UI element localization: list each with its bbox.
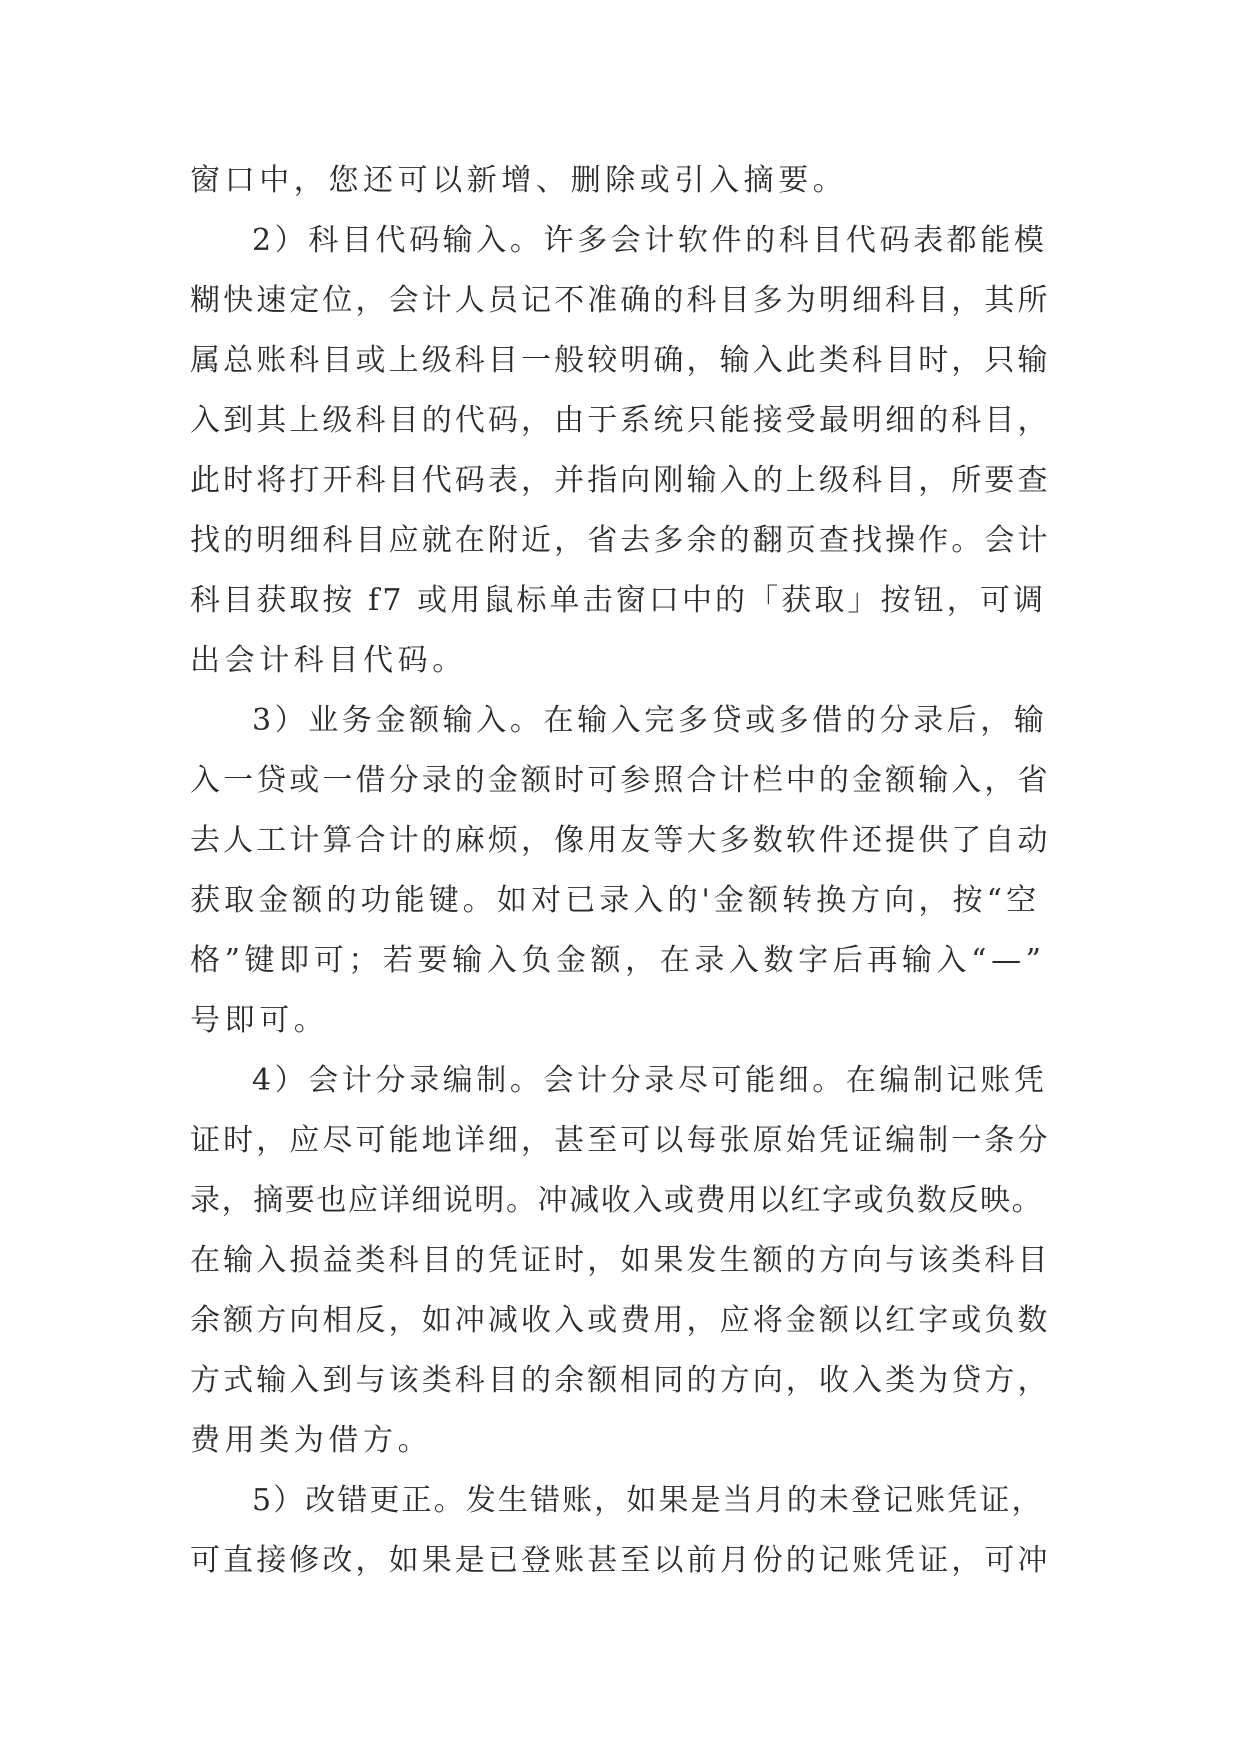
text-line: 糊快速定位，会计人员记不准确的科目多为明细科目，其所 — [190, 283, 1051, 318]
text-line: 科目获取按 f7 或用鼠标单击窗口中的「获取」按钮，可调 — [190, 583, 1047, 618]
text-line: 方式输入到与该类科目的余额相同的方向，收入类为贷方， — [190, 1363, 1051, 1398]
text-line: 去人工计算合计的麻烦，像用友等大多数软件还提供了自动 — [190, 823, 1051, 858]
text-line: 找的明细科目应就在附近，省去多余的翻页查找操作。会计 — [190, 523, 1051, 558]
text-line: 号即可。 — [190, 1003, 329, 1038]
text-line: 获取金额的功能键。如对已录入的'金额转换方向，按“空 — [190, 883, 1041, 918]
text-line: 余额方向相反，如冲减收入或费用，应将金额以红字或负数 — [190, 1303, 1051, 1338]
paragraph-start-line: 4）会计分录编制。会计分录尽可能细。在编制记账凭 — [252, 1063, 1048, 1098]
text-line: 格”键即可；若要输入负金额，在录入数字后再输入“—” — [190, 943, 1046, 978]
paragraph-start-line: 2）科目代码输入。许多会计软件的科目代码表都能模 — [252, 223, 1048, 258]
text-line: 入到其上级科目的代码，由于系统只能接受最明细的科目， — [190, 403, 1051, 438]
text-line: 入一贷或一借分录的金额时可参照合计栏中的金额输入，省 — [190, 763, 1051, 798]
text-line: 费用类为借方。 — [190, 1423, 433, 1458]
text-line: 在输入损益类科目的凭证时，如果发生额的方向与该类科目 — [190, 1243, 1051, 1278]
text-line: 录，摘要也应详细说明。冲减收入或费用以红字或负数反映。 — [190, 1183, 1044, 1218]
document-body — [190, 151, 1050, 1591]
text-line: 证时，应尽可能地详细，甚至可以每张原始凭证编制一条分 — [190, 1123, 1051, 1158]
text-line: 属总账科目或上级科目一般较明确，输入此类科目时，只输 — [190, 343, 1051, 378]
paragraph-start-line: 3）业务金额输入。在输入完多贷或多借的分录后，输 — [252, 703, 1048, 738]
text-line: 出会计科目代码。 — [190, 643, 467, 678]
text-line: 此时将打开科目代码表，并指向刚输入的上级科目，所要查 — [190, 463, 1051, 498]
paragraph-start-line: 5）改错更正。发生错账，如果是当月的未登记账凭证， — [252, 1483, 1044, 1518]
text-line: 窗口中，您还可以新增、删除或引入摘要。 — [190, 163, 848, 198]
text-line: 可直接修改，如果是已登账甚至以前月份的记账凭证，可冲 — [190, 1543, 1051, 1578]
